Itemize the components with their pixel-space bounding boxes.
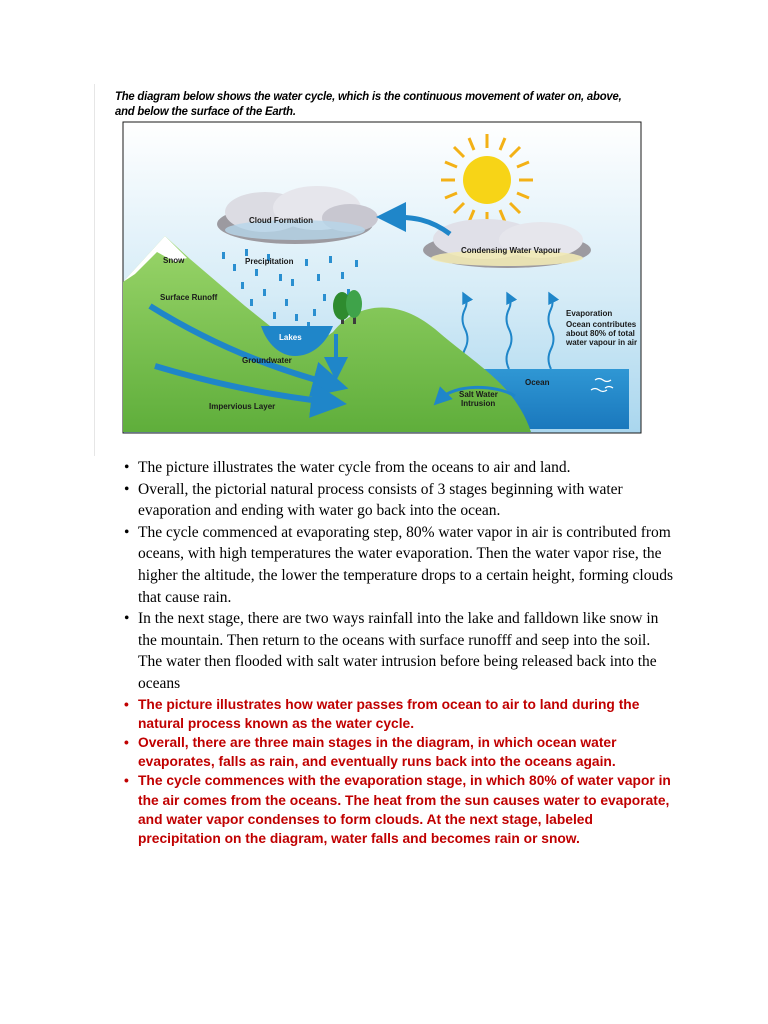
bullet-item: • The cycle commenced at evaporating step, 80% water vapor in air is contributed from oceans, with high temperatures the water evaporation. Then the water vapor rise, the higher the altitude, the lower the temperature drops to a certain height, forming clouds that cause rain. — [124, 523, 674, 606]
label-evaporation: Evaporation — [566, 309, 613, 318]
bullet-icon: • — [124, 459, 130, 476]
label-intrusion: Intrusion — [461, 399, 496, 408]
label-ocean-contributes-3: water vapour in air — [566, 338, 638, 347]
sun-icon — [441, 134, 533, 226]
intro-text: The diagram below shows the water cycle, which is the continuous movement of water on, above, and below the surface of the Earth. — [115, 89, 622, 118]
label-impervious-layer: Impervious Layer — [209, 402, 276, 411]
bullet-item: • Overall, the pictorial natural process consists of 3 stages beginning with water evaporation and ending with water go back into the ocean. — [124, 480, 623, 520]
label-ocean-contributes: Ocean contributes — [566, 320, 637, 329]
revised-bullet-item: • The cycle commences with the evaporation stage, in which 80% of water vapor in the air comes from the oceans. The heat from the sun causes water to evaporate, and water vapor condenses to form clouds. At the next stage, labeled precipitation on the diagram, water falls and becomes rain or snow. — [124, 773, 671, 846]
bullet-icon: • — [124, 773, 129, 789]
label-precipitation: Precipitation — [245, 257, 294, 266]
revised-bullet-item: • Overall, there are three main stages in the diagram, in which ocean water evaporates, falls as rain, and eventually runs back into the oceans again. — [124, 734, 617, 770]
label-salt-water: Salt Water — [459, 390, 498, 399]
bullet-list — [114, 457, 674, 848]
diagram-illustration — [95, 84, 649, 456]
bullet-icon: • — [124, 734, 129, 750]
bullet-icon: • — [124, 696, 129, 712]
condensing-vapour-cloud — [423, 219, 591, 268]
bullet-icon: • — [124, 610, 130, 628]
label-snow: Snow — [163, 256, 185, 265]
bullet-icon: • — [124, 523, 130, 541]
label-groundwater: Groundwater — [242, 356, 292, 365]
label-surface-runoff: Surface Runoff — [160, 293, 218, 302]
label-lakes: Lakes — [279, 333, 302, 342]
bullet-item: • In the next stage, there are two ways rainfall into the lake and falldown like snow in the mountain. Then return to the oceans with surface runofff and seep into the soil. The water then flooded with salt water intrusion before being released back into the oceans — [124, 610, 659, 692]
revised-bullet-item: • The picture illustrates how water passes from ocean to air to land during the natural process known as the water cycle. — [124, 696, 640, 731]
label-condensing-water-vapour: Condensing Water Vapour — [461, 246, 561, 255]
label-cloud-formation: Cloud Formation — [249, 216, 313, 225]
bullet-icon: • — [124, 480, 130, 498]
water-cycle-diagram — [94, 84, 649, 456]
label-ocean-contributes-2: about 80% of total — [566, 329, 635, 338]
label-ocean: Ocean — [525, 378, 550, 387]
bullet-item: • The picture illustrates the water cycle from the oceans to air and land. — [114, 457, 674, 479]
